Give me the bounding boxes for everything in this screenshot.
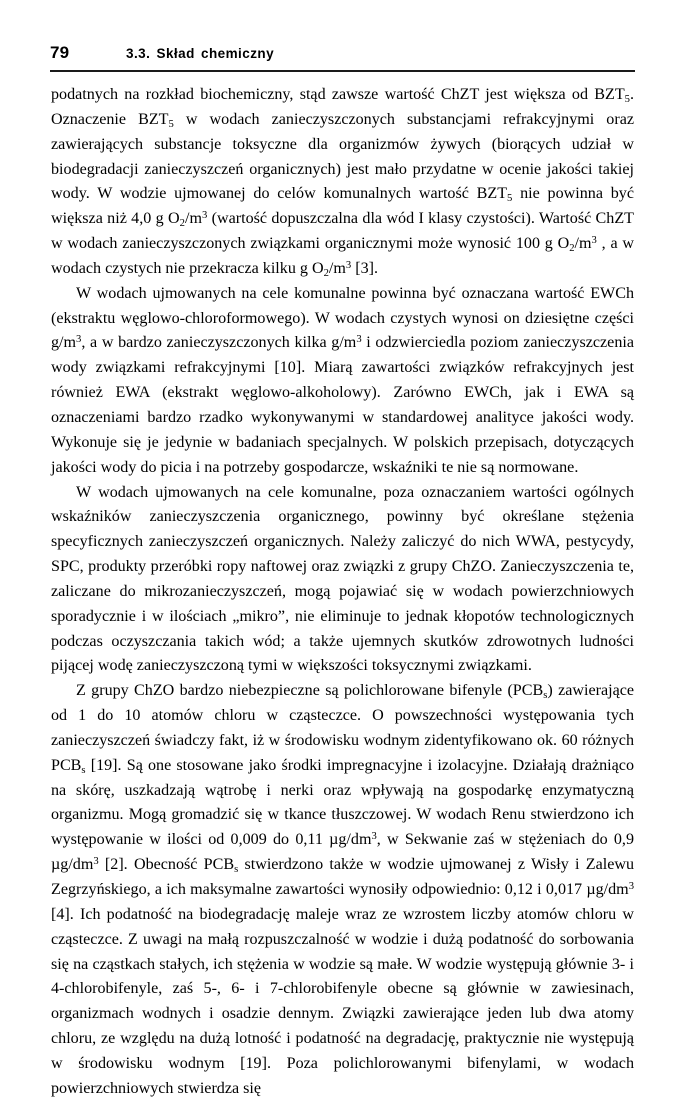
paragraph-3: W wodach ujmowanych na cele komunalne, poza oznaczaniem wartości ogólnych wskaźników zanieczyszczenia organicznego, powinny być określane stężenia specyficznych zanieczyszczeń organicznych. Należy zaliczyć do nich WWA, pestycydy, SPC, produkty przeróbki ropy naftowej oraz związki z grupy ChZO. Zanieczyszczenia te, zaliczane do mikrozanieczyszczeń, mogą pojawiać się w wodach powierzchniowych sporadycznie i w ilościach „mikro”, nie eliminuje to jednak kłopotów technologicznych podczas oczyszczania takich wód; a także ujemnych skutków zdrowotnych ludności pijącej wodę zanieczyszczoną tymi w większości toksycznymi związkami. [51, 483, 634, 675]
running-header [50, 44, 634, 66]
body-text-block [51, 83, 634, 1102]
page-number: 79 [50, 43, 70, 62]
header-rule-divider [50, 70, 635, 72]
paragraph-1: podatnych na rozkład biochemiczny, stąd zawsze wartość ChZT jest większa od $BZT_5$. Oznaczenie $BZT_5$ w wodach zanieczyszczonych substancjami refrakcyjnymi oraz zawierających substancje toksyczne dla organizmów żywych (biorących udział w biodegradacji zanieczyszczeń organicznych) jest mało przydatne w ocenie jakości takiej wody. W wodzie ujmowanej do celów komunalnych wartość $BZT_5$ nie powinna być większa niż 4,0 g $O_2/m^3$ (wartość dopuszczalna dla wód I klasy czystości). Wartość ChZT w wodach zanieczyszczonych związkami organicznymi może wynosić 100 g $O_2/m^3$ , a w wodach czystych nie przekracza kilku g $O_2/m^3$ [3]. [51, 86, 635, 279]
section-title: 3.3. Skład chemiczny [126, 46, 275, 61]
paragraph-2: W wodach ujmowanych na cele komunalne powinna być oznaczana wartość EWCh (ekstraktu węglowo-chloroformowego). W wodach czystych wynosi on dziesiętne części $g/m^3$, a w bardzo zanieczyszczonych kilka $g/m^3$ i odzwierciedla poziom zanieczyszczenia wody związkami refrakcyjnymi [10]. Miarą zawartości związków refrakcyjnych jest również EWA (ekstrakt węglowo-alkoholowy). Zarówno EWCh, jak i EWA są oznaczeniami bardzo rzadko wykonywanymi w standardowej analityce jakości wody. Wykonuje się je jedynie w badaniach specjalnych. W polskich przepisach, dotyczących jakości wody do picia i na potrzeby gospodarcze, wskaźniki te nie są normowane. [51, 284, 634, 476]
paragraph-4: Z grupy ChZO bardzo niebezpieczne są polichlorowane bifenyle $(PCB_s)$ zawierające od 1 do 10 atomów chloru w cząsteczce. O powszechności występowania tych zanieczyszczeń świadczy fakt, iż w środowisku wodnym zidentyfikowano ok. 60 różnych $PCB_s$ [19]. Są one stosowane jako środki impregnacyjne i izolacyjne. Działają drażniąco na skórę, uszkadzają wątrobę i nerki oraz wpływają na gospodarkę enzymatyczną organizmu. Mogą gromadzić się w tkance tłuszczowej. W wodach Renu stwierdzono ich występowanie w ilości od 0,009 do 0,11 $\mu g/dm^3$, w Sekwanie zaś w stężeniach do 0,9 $\mu g/dm^3$ [2]. Obecność $PCB_s$ stwierdzono także w wodzie ujmowanej z Wisły i Zalewu Zegrzyńskiego, a ich maksymalne zawartości wynosiły odpowiednio: 0,12 i 0,017 $\mu g/dm^3$ [4]. Ich podatność na biodegradację maleje wraz ze wzrostem liczby atomów chloru w cząsteczce. Z uwagi na małą rozpuszczalność w wodzie i dużą podatność do sorbowania się na cząstkach stałych, ich stężenia w wodzie są małe. W wodzie występują głównie 3- i 4-chlorobifenyle, zaś 5-, 6- i 7-chlorobifenyle obecne są głównie w zawiesinach, organizmach wodnych i osadzie dennym. Związki zawierające jeden lub dwa atomy chloru, ze względu na dużą lotność i podatność na degradację, praktycznie nie występują w środowisku wodnym [19]. Poza polichlorowanymi bifenylami, w wodach powierzchniowych stwierdza się [51, 682, 635, 1097]
